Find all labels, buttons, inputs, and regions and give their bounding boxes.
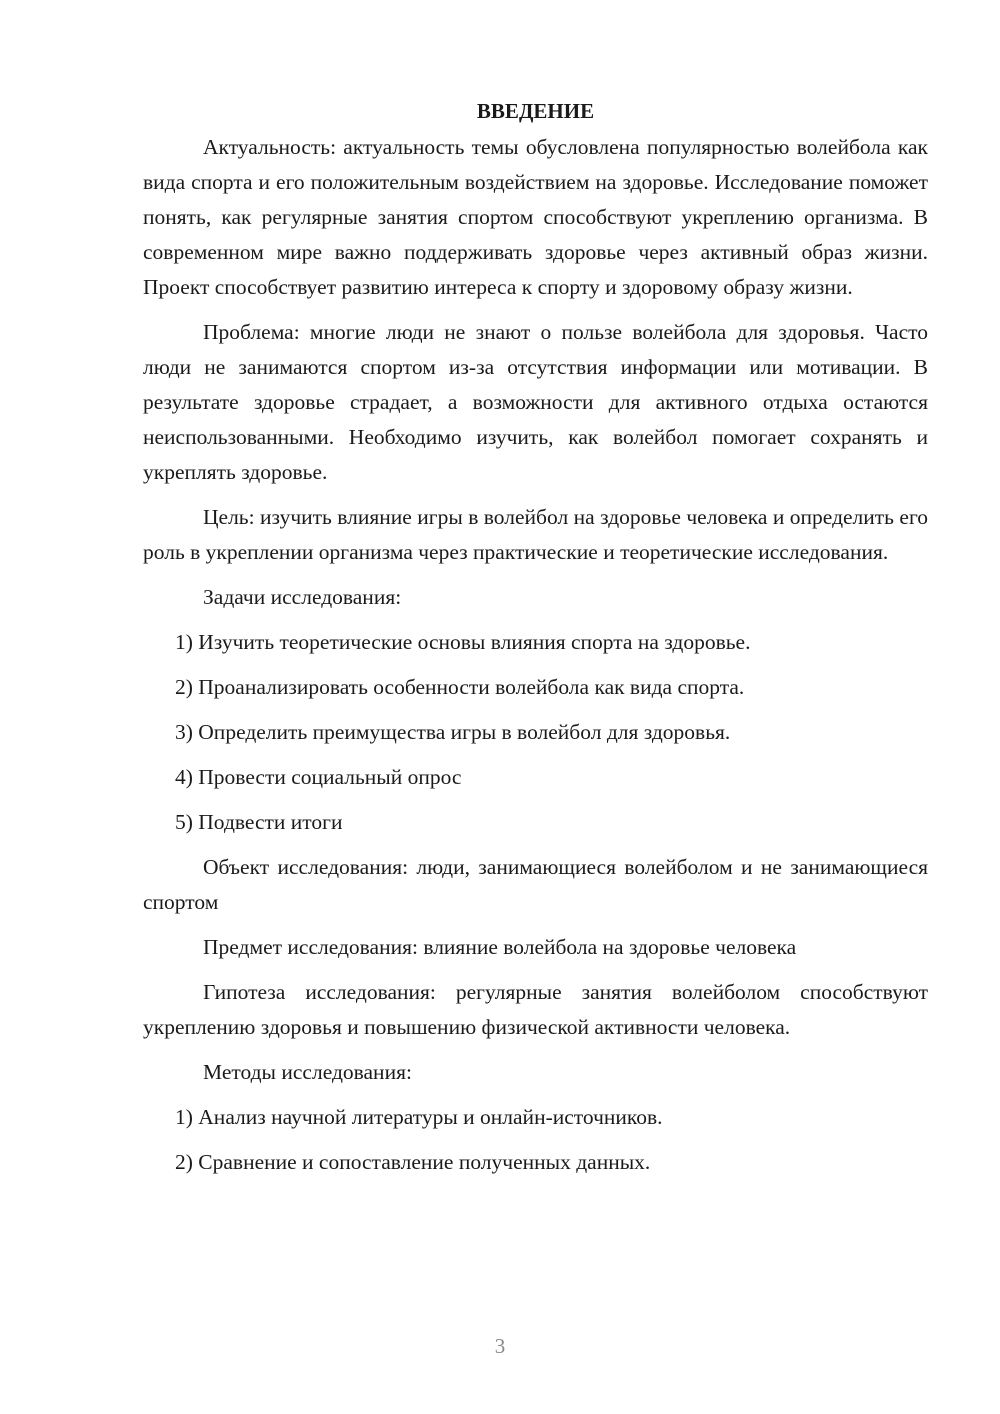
method-item-2: 2) Сравнение и сопоставление полученных данных.	[175, 1150, 651, 1174]
problem-paragraph: Проблема: многие люди не знают о пользе волейбола для здоровья. Часто люди не занимаются спортом из-за отсутствия информации или мотивации. В результате здоровье страдает, а возможности для активного отдыха остаются неиспользованными. Необходимо изучить, как волейбол помогает сохранять и укреплять здоровье.	[143, 320, 928, 484]
goal-paragraph: Цель: изучить влияние игры в волейбол на здоровье человека и определить его роль в укреплении организма через практические и теоретические исследования.	[143, 505, 928, 564]
task-item-2: 2) Проанализировать особенности волейбола как вида спорта.	[175, 675, 745, 699]
methods-heading: Методы исследования:	[203, 1060, 412, 1084]
task-item-1: 1) Изучить теоретические основы влияния спорта на здоровье.	[175, 630, 751, 654]
hypothesis-paragraph: Гипотеза исследования: регулярные занятия волейболом способствуют укреплению здоровья и повышению физической активности человека.	[143, 980, 928, 1039]
section-title: ВВЕДЕНИЕ	[476, 99, 595, 123]
tasks-heading: Задачи исследования:	[203, 585, 402, 609]
relevance-paragraph: Актуальность: актуальность темы обусловлена популярностью волейбола как вида спорта и его положительным воздействием на здоровье. Исследование поможет понять, как регулярные занятия спортом способствуют укреплению организма. В современном мире важно поддерживать здоровье через активный образ жизни. Проект способствует развитию интереса к спорту и здоровому образу жизни.	[143, 135, 928, 299]
task-item-4: 4) Провести социальный опрос	[175, 765, 462, 789]
page-number: 3	[494, 1334, 506, 1358]
method-item-1: 1) Анализ научной литературы и онлайн-источников.	[175, 1105, 663, 1129]
subject-paragraph: Предмет исследования: влияние волейбола на здоровье человека	[203, 935, 797, 959]
task-item-3: 3) Определить преимущества игры в волейбол для здоровья.	[175, 720, 731, 744]
document-page	[143, 96, 928, 1180]
object-paragraph: Объект исследования: люди, занимающиеся волейболом и не занимающиеся спортом	[143, 855, 928, 914]
task-item-5: 5) Подвести итоги	[175, 810, 343, 834]
